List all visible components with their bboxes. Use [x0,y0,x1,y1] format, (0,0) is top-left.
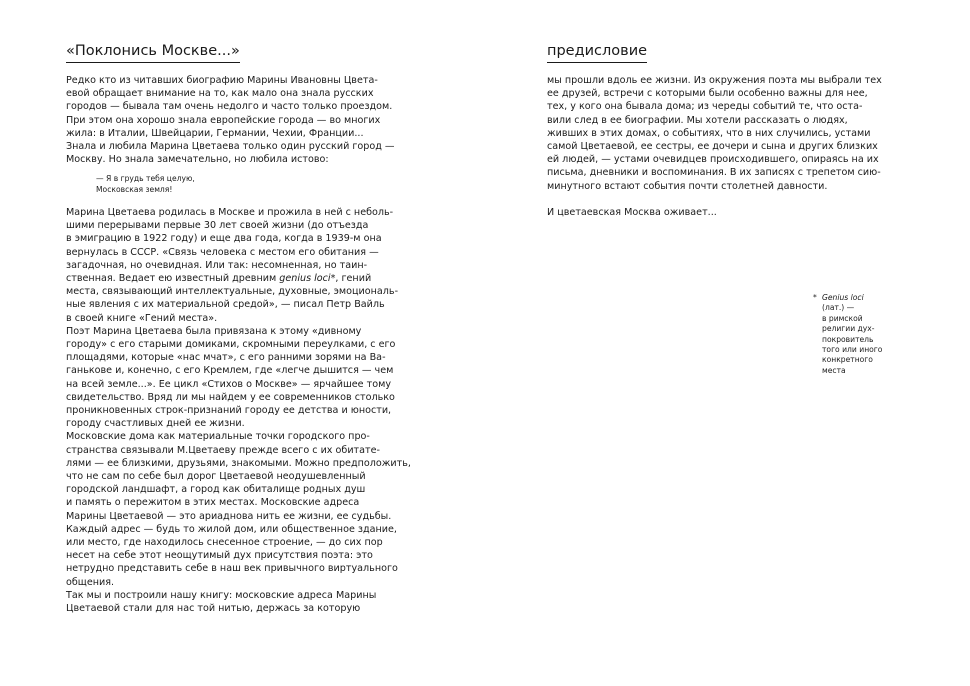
right-page-heading: предисловие [547,43,647,63]
footnote-term: Genius loci [822,293,864,302]
footnote-body [822,293,932,376]
epigraph-text: — Я в грудь тебя целую, Московская земля! [96,174,195,194]
left-page-heading: «Поклонись Москве...» [66,43,240,63]
paragraph-birth-end: *, гений места, связывающий интеллектуальные, духовные, эмоциональ- ные явления с их материальной средой», — писал Петр Вайль в своей книге «Гений места». [66,273,399,324]
paragraph-birth [66,206,446,325]
footnote [813,293,932,376]
paragraph-poet: Поэт Марина Цветаева была привязана к этому «дивному городу» с его старыми домиками, скромными переулками, с его площадями, которые «нас мчат», с его ранними зорями на Ва- ганькове и, конечно, с его Кремлем, где «легче дышится — чем на всей земле...». Ее цикл «Стихов о Москве» — ярчайшее тому свидетельство. Вряд ли мы найдем у ее современников столько проникновенных строк-признаний городу ее детства и юности, городу счастливых дней ее жизни. [66,325,396,430]
closing-text: И цветаевская Москва оживает... [547,207,717,218]
continuation-text: мы прошли вдоль ее жизни. Из окружения поэта мы выбрали тех ее друзей, встречи с которыми были особенно важны для нее, тех, у кого она бывала дома; из череды событий те, что оста- вили след в ее биографии. Мы хотели рассказать о людях, живших в этих домах, о событиях, что в них случились, устами самой Цветаевой, ее сестры, ее дочери и сына и других близких ей людей, — устами очевидцев происходившего, опираясь на их письма, дневники и воспоминания. В их записях с трепетом сию- минутного встают события почти столетней давности. [547,75,882,192]
paragraph-birth-start: Марина Цветаева родилась в Москве и прожила в ней с неболь- шими перерывами первые 30 лет своей жизни (до отъезда в эмиграцию в 1922 году) и еще два года, когда в 1939-м она вернулась в СССР. «Связь человека с местом его обитания — загадочная, но очевидная. Или так: несомненная, но таин- ственная. Ведает ею известный древним [66,207,394,285]
continuation-paragraph [547,74,927,193]
intro-text: Редко кто из читавших биографию Марины Ивановны Цвета- евой обращает внимание на то, как мало она знала русских городов — бывала там очень недолго и часто только проездом. При этом она хорошо знала европейские города — во многих жила: в Италии, Швейцарии, Германии, Чехии, Франции... Знала и любила Марина Цветаева только один русский город — Москву. Но знала замечательно, но любила истово: [66,75,395,166]
paragraph-houses: Московские дома как материальные точки городского про- странства связывали М.Цветаеву прежде всего с их обитате- лями — ее близкими, друзьями, знакомыми. Можно предположить, что не сам по себе был дорог Цветаевой неодушевленный городской ландшафт, а город как обиталище родных душ и память о пережитом в этих местах. Московские адреса Марины Цветаевой — это ариаднова нить ее жизни, ее судьбы. Каждый адрес — будь то жилой дом, или общественное здание, или место, где находилось снесенное строение, — до сих пор несет на себе этот неощутимый дух присутствия поэта: это нетрудно представить себе в наш век привычного виртуального общения. [66,431,411,588]
main-text [66,206,446,615]
closing-paragraph [547,206,927,219]
epigraph [96,174,296,195]
paragraph-book: Так мы и построили нашу книгу: московские адреса Марины Цветаевой стали для нас той нитью, держась за которую [66,589,377,615]
footnote-definition: (лат.) — в римской религии дух- покровитель того или иного конкретного места [822,303,883,375]
genius-loci-term: genius loci [279,273,331,285]
right-page [485,0,970,686]
intro-paragraph [66,74,438,166]
footnote-asterisk: * [813,293,817,302]
